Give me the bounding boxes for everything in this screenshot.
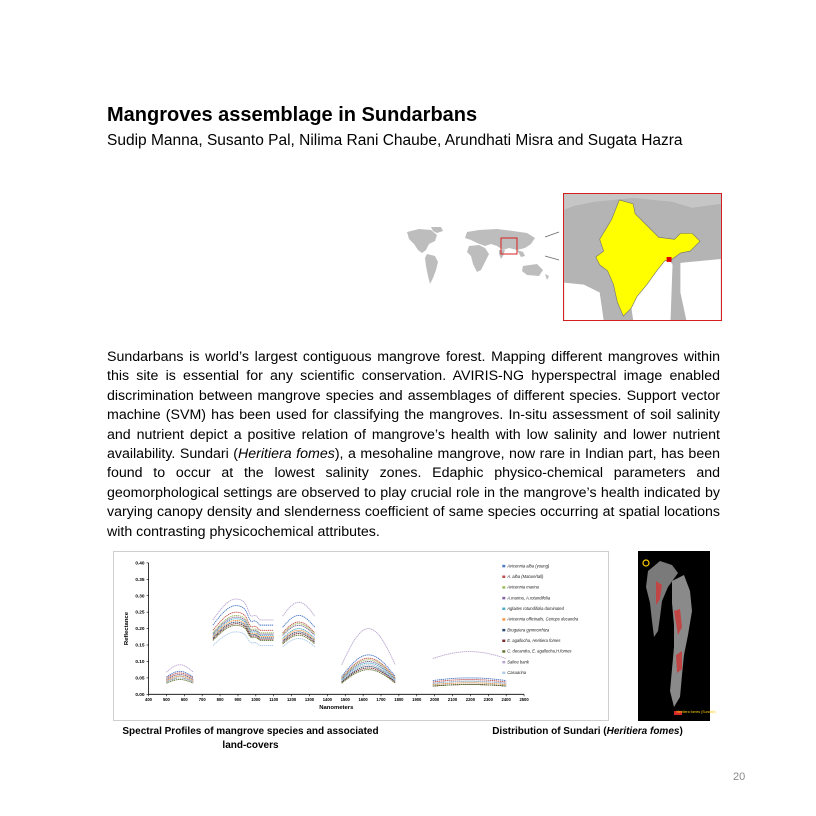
x-tick-label: 600 xyxy=(180,697,188,703)
y-tick-label: 0.35 xyxy=(135,577,145,583)
sundari-distribution-image xyxy=(638,551,716,721)
legend-swatch xyxy=(502,586,505,588)
legend-entry: C. decandra, E. agallocha,H.fomes xyxy=(507,648,572,654)
series-line xyxy=(283,602,315,616)
legend-swatch xyxy=(502,576,505,578)
x-tick-label: 1800 xyxy=(394,697,404,703)
x-tick-label: 1000 xyxy=(251,697,261,703)
abstract-part-1: Sundarbans is world’s largest contiguous mangrove forest. Mapping different mangroves within this site is essential for any scientific conservation. AVIRIS-NG hyperspectral image enabled discrimination between mangrove species and assemblages of different species. Support vector machine (SVM) has been used for classifying the mangroves. In-situ assessment of soil salinity and nutrient depict a positive relation of mangrove’s health with low salinity and lower nutrient availability. Sundari ( xyxy=(107,349,720,463)
y-tick-label: 0.05 xyxy=(135,676,145,682)
legend-swatch xyxy=(502,608,505,610)
world-map xyxy=(405,226,559,288)
legend-entry: Avicennia officinalis, Ceriops decandra xyxy=(507,616,579,622)
sundarbans-marker xyxy=(667,257,672,262)
distribution-legend-label: Heritiera fomes (Sundari) xyxy=(676,710,716,714)
x-tick-label: 2000 xyxy=(430,697,440,703)
abstract-species-italic: Heritiera fomes xyxy=(238,446,335,463)
x-tick-label: 2100 xyxy=(447,697,458,703)
legend-swatch xyxy=(502,618,505,620)
legend-swatch xyxy=(502,650,505,652)
y-tick-label: 0.20 xyxy=(135,627,145,633)
spectral-profile-chart xyxy=(113,551,609,721)
series-line xyxy=(283,624,315,635)
legend-entry: Avicennia alba (young) xyxy=(507,563,550,569)
x-tick-label: 500 xyxy=(162,697,170,703)
x-tick-label: 2200 xyxy=(465,697,476,703)
x-tick-label: 800 xyxy=(216,697,224,703)
x-tick-label: 1700 xyxy=(376,697,386,703)
legend-entry: Bruguiera gymnorrhiza xyxy=(507,627,550,633)
legend-entry: Avicennia marina xyxy=(507,584,539,590)
series-line xyxy=(213,599,274,620)
legend-swatch xyxy=(502,565,505,567)
legend-swatch xyxy=(502,629,505,631)
y-axis-label: Reflectance xyxy=(123,612,130,646)
x-axis-label: Nanometers xyxy=(319,705,354,712)
x-tick-label: 1300 xyxy=(304,697,315,703)
y-tick-label: 0.15 xyxy=(135,643,145,649)
legend-entry: Saline bank xyxy=(507,659,529,665)
x-tick-label: 1100 xyxy=(269,697,279,703)
page-number: 20 xyxy=(733,771,746,783)
paper-authors: Sudip Manna, Susanto Pal, Nilima Rani Chaube, Arundhati Misra and Sugata Hazra xyxy=(107,132,683,149)
legend-entry: Aglaites rotundifolia dominated xyxy=(507,606,564,612)
y-tick-label: 0.10 xyxy=(135,660,145,666)
x-tick-label: 400 xyxy=(145,697,152,703)
x-tick-label: 1600 xyxy=(358,697,368,703)
world-landmass xyxy=(407,227,549,284)
distribution-caption: Distribution of Sundari (Heritiera fomes) xyxy=(492,726,683,737)
series-line xyxy=(283,615,315,627)
y-tick-label: 0.00 xyxy=(135,692,145,698)
legend-entry: E. agallocha, Heritiera fomes xyxy=(507,638,561,644)
legend-swatch xyxy=(502,661,505,663)
x-tick-label: 900 xyxy=(234,697,242,703)
legend-entry: Casuarina xyxy=(507,670,527,676)
y-tick-label: 0.30 xyxy=(135,594,145,600)
legend-swatch xyxy=(502,640,505,642)
series-line xyxy=(433,684,506,686)
paper-title: Mangroves assemblage in Sundarbans xyxy=(107,104,478,126)
x-tick-label: 2400 xyxy=(501,697,511,703)
series-line xyxy=(433,652,506,659)
y-tick-label: 0.25 xyxy=(135,610,145,616)
x-tick-label: 1500 xyxy=(340,697,350,703)
legend-swatch xyxy=(502,672,505,674)
abstract-part-2: ), a mesohaline mangrove, now rare in Indian part, has been found to occur at the lowest salinity zones. Edaphic physico-chemical parameters and geomorphological settings are observed to play crucial role in the mangrove’s health indicated by varying canopy density and slenderness coefficient of same species occurring at spatial locations with contrasting physicochemical attributes. xyxy=(107,446,720,540)
legend-entry: A.marina, A.rotundifolia xyxy=(507,595,551,601)
x-tick-label: 1200 xyxy=(286,697,297,703)
india-map xyxy=(563,193,722,321)
spectral-profile-caption: Spectral Profiles of mangrove species and associated land-covers xyxy=(122,726,379,751)
x-tick-label: 2500 xyxy=(519,697,529,703)
y-tick-label: 0.40 xyxy=(135,561,145,567)
x-tick-label: 1400 xyxy=(322,697,332,703)
x-tick-label: 1900 xyxy=(412,697,422,703)
legend-swatch xyxy=(502,597,505,599)
series-line xyxy=(342,629,396,665)
x-tick-label: 700 xyxy=(198,697,206,703)
abstract-text xyxy=(107,348,720,542)
legend-entry: A. alba (Mature/tall) xyxy=(507,573,544,579)
x-tick-label: 2300 xyxy=(483,697,493,703)
